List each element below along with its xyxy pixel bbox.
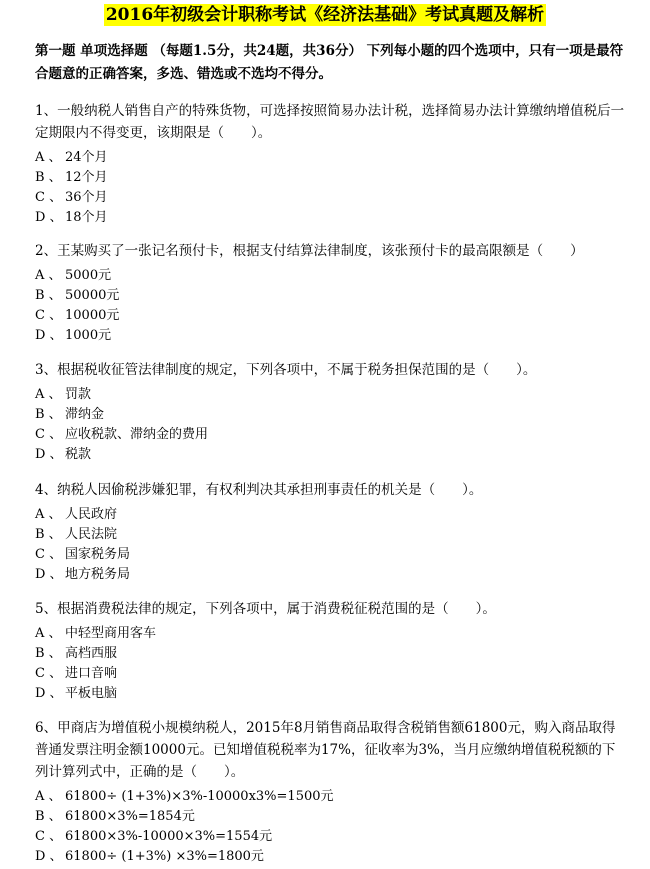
option-c: [35, 545, 625, 565]
option-letter: C 、: [35, 427, 63, 442]
option-a: [35, 505, 625, 525]
option-text: 中轻型商用客车: [65, 626, 157, 641]
option-text: 高档西服: [65, 646, 118, 661]
option-text: 罚款: [65, 387, 92, 402]
option-c: [35, 188, 625, 208]
option-b: [35, 168, 625, 188]
option-d: [35, 445, 625, 465]
option-text: 24个月: [65, 150, 108, 165]
option-d: [35, 847, 625, 867]
option-letter: B 、: [35, 288, 62, 303]
option-letter: D 、: [35, 686, 63, 701]
option-c: [35, 664, 625, 684]
question-stem: 4、纳税人因偷税涉嫌犯罪，有权利判决其承担刑事责任的机关是（ ）。: [35, 482, 483, 498]
option-list: [35, 148, 625, 228]
question-stem: 1、一般纳税人销售自产的特殊货物，可选择按照简易办法计税，选择简易办法计算缴纳增值税后一定期限内不得变更，该期限是（ ）。: [35, 103, 625, 141]
option-b: [35, 807, 625, 827]
option-letter: C 、: [35, 547, 63, 562]
option-text: 61800×3%-10000×3%=1554元: [65, 829, 273, 844]
option-letter: D 、: [35, 567, 63, 582]
page-title: 2016年初级会计职称考试《经济法基础》考试真题及解析: [105, 5, 545, 25]
option-text: 地方税务局: [65, 567, 131, 582]
option-a: [35, 385, 625, 405]
title-wrap: [0, 4, 650, 26]
option-letter: A 、: [35, 626, 62, 641]
option-letter: C 、: [35, 190, 63, 205]
question-stem: 3、根据税收征管法律制度的规定，下列各项中，不属于税务担保范围的是（ ）。: [35, 362, 537, 378]
option-d: [35, 565, 625, 585]
option-text: 国家税务局: [65, 547, 131, 562]
option-letter: D 、: [35, 849, 63, 864]
option-letter: A 、: [35, 150, 62, 165]
question-6: [35, 717, 625, 867]
option-list: [35, 505, 625, 585]
question-stem: 6、甲商店为增值税小规模纳税人，2015年8月销售商品取得含税销售额61800元，购入商品取得普通发票注明金额10000元。已知增值税税率为17%，征收率为3%，当月应缴纳增值税税额的下列计算列式中，正确的是（ ）。: [35, 720, 616, 780]
option-text: 1000元: [65, 328, 112, 343]
option-text: 36个月: [65, 190, 108, 205]
question-2: [35, 240, 625, 346]
question-1: [35, 100, 625, 228]
option-letter: D 、: [35, 447, 63, 462]
option-text: 滞纳金: [65, 407, 105, 422]
option-b: [35, 286, 625, 306]
option-letter: A 、: [35, 387, 62, 402]
option-letter: A 、: [35, 268, 62, 283]
option-letter: B 、: [35, 170, 62, 185]
option-list: [35, 385, 625, 465]
option-letter: B 、: [35, 646, 62, 661]
option-c: [35, 827, 625, 847]
option-letter: C 、: [35, 666, 63, 681]
option-letter: B 、: [35, 527, 62, 542]
question-stem: 5、根据消费税法律的规定，下列各项中，属于消费税征税范围的是（ ）。: [35, 601, 496, 617]
option-letter: B 、: [35, 809, 62, 824]
option-text: 5000元: [65, 268, 112, 283]
option-letter: D 、: [35, 328, 63, 343]
question-stem: 2、王某购买了一张记名预付卡，根据支付结算法律制度，该张预付卡的最高限额是（ ）: [35, 243, 584, 259]
option-a: [35, 266, 625, 286]
option-letter: A 、: [35, 789, 62, 804]
option-b: [35, 525, 625, 545]
option-text: 61800÷ (1+3%) ×3%=1800元: [65, 849, 264, 864]
question-3: [35, 359, 625, 465]
option-text: 人民法院: [65, 527, 118, 542]
option-c: [35, 306, 625, 326]
option-text: 应收税款、滞纳金的费用: [65, 427, 209, 442]
option-text: 61800÷ (1+3%)×3%-10000x3%=1500元: [65, 789, 334, 804]
option-d: [35, 326, 625, 346]
option-text: 税款: [65, 447, 92, 462]
option-a: [35, 624, 625, 644]
option-text: 61800×3%=1854元: [65, 809, 195, 824]
option-letter: C 、: [35, 308, 63, 323]
option-text: 进口音响: [65, 666, 118, 681]
option-letter: C 、: [35, 829, 63, 844]
option-letter: B 、: [35, 407, 62, 422]
option-d: [35, 684, 625, 704]
option-c: [35, 425, 625, 445]
option-d: [35, 208, 625, 228]
option-letter: D 、: [35, 210, 63, 225]
option-list: [35, 624, 625, 704]
option-text: 10000元: [65, 308, 120, 323]
option-b: [35, 405, 625, 425]
option-a: [35, 787, 625, 807]
option-text: 50000元: [65, 288, 120, 303]
option-list: [35, 266, 625, 346]
option-text: 18个月: [65, 210, 108, 225]
option-letter: A 、: [35, 507, 62, 522]
option-a: [35, 148, 625, 168]
question-5: [35, 598, 625, 704]
option-text: 12个月: [65, 170, 108, 185]
option-text: 人民政府: [65, 507, 118, 522]
option-list: [35, 787, 625, 867]
section-instructions: 第一题 单项选择题 （每题1.5分，共24题，共36分） 下列每小题的四个选项中，只有一项是最符合题意的正确答案，多选、错选或不选均不得分。: [35, 43, 624, 82]
option-b: [35, 644, 625, 664]
option-text: 平板电脑: [65, 686, 118, 701]
question-4: [35, 479, 625, 585]
